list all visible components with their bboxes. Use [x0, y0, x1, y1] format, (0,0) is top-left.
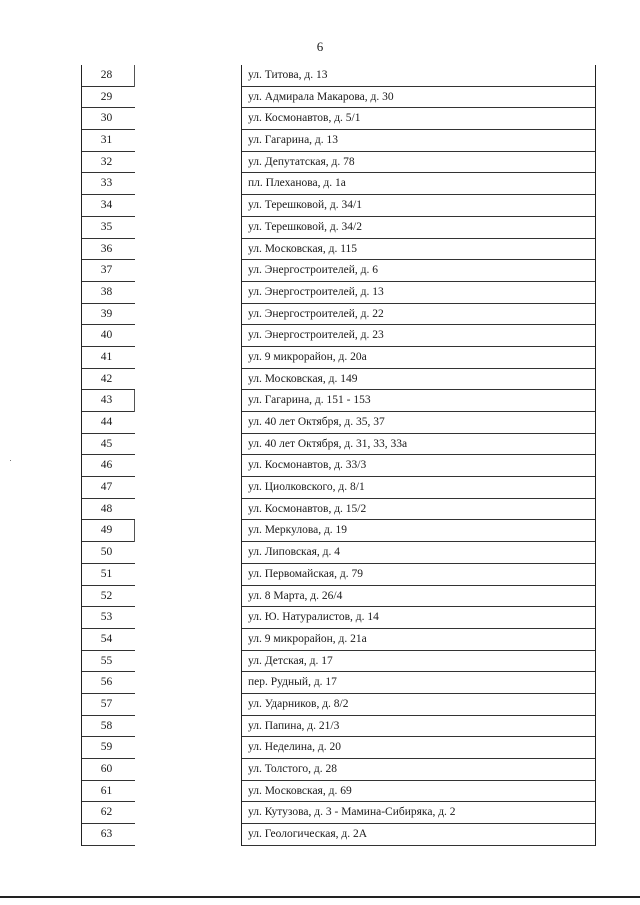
row-number-cell: 34 — [82, 195, 135, 217]
row-number-cell: 28 — [82, 65, 135, 87]
row-number-cell: 48 — [82, 499, 135, 521]
row-number-cell: 53 — [82, 607, 135, 629]
row-number-cell: 57 — [82, 694, 135, 716]
row-number-cell: 49 — [82, 520, 135, 542]
address-cell: ул. Терешковой, д. 34/2 — [242, 217, 595, 239]
address-cell: ул. Адмирала Макарова, д. 30 — [242, 87, 595, 109]
row-number-cell: 46 — [82, 455, 135, 477]
row-number-cell: 56 — [82, 672, 135, 694]
row-number-cell: 60 — [82, 759, 135, 781]
address-cell: ул. Толстого, д. 28 — [242, 759, 595, 781]
row-number-cell: 61 — [82, 781, 135, 803]
address-cell: ул. 40 лет Октября, д. 31, 33, 33а — [242, 434, 595, 456]
address-cell: ул. 8 Марта, д. 26/4 — [242, 586, 595, 608]
address-cell: ул. Титова, д. 13 — [242, 65, 595, 87]
page-bottom-rule — [0, 896, 640, 898]
row-number-cell: 33 — [82, 173, 135, 195]
row-number-cell: 39 — [82, 304, 135, 326]
address-cell: ул. Энергостроителей, д. 22 — [242, 304, 595, 326]
row-number-column — [81, 65, 135, 846]
page-number: 6 — [316, 39, 324, 54]
address-cell: ул. Ю. Натуралистов, д. 14 — [242, 607, 595, 629]
address-column — [241, 65, 596, 846]
address-cell: ул. Папина, д. 21/3 — [242, 716, 595, 738]
row-number-cell: 59 — [82, 737, 135, 759]
scan-artifact-line — [134, 520, 135, 542]
row-number-cell: 41 — [82, 347, 135, 369]
row-number-cell: 55 — [82, 651, 135, 673]
address-cell: ул. Циолковского, д. 8/1 — [242, 477, 595, 499]
row-number-cell: 40 — [82, 325, 135, 347]
row-number-cell: 29 — [82, 87, 135, 109]
address-cell: ул. Геологическая, д. 2А — [242, 824, 595, 846]
address-cell: ул. Гагарина, д. 151 - 153 — [242, 390, 595, 412]
row-number-cell: 36 — [82, 239, 135, 261]
address-cell: ул. Липовская, д. 4 — [242, 542, 595, 564]
row-number-cell: 51 — [82, 564, 135, 586]
address-cell: ул. Депутатская, д. 78 — [242, 152, 595, 174]
row-number-cell: 63 — [82, 824, 135, 846]
scan-artifact-line — [134, 390, 135, 412]
address-cell: ул. Московская, д. 149 — [242, 369, 595, 391]
row-number-cell: 54 — [82, 629, 135, 651]
row-number-cell: 52 — [82, 586, 135, 608]
address-table — [0, 65, 640, 855]
row-number-cell: 62 — [82, 802, 135, 824]
row-number-cell: 35 — [82, 217, 135, 239]
address-cell: ул. Московская, д. 115 — [242, 239, 595, 261]
row-number-cell: 44 — [82, 412, 135, 434]
address-cell: ул. 40 лет Октября, д. 35, 37 — [242, 412, 595, 434]
row-number-cell: 31 — [82, 130, 135, 152]
row-number-cell: 50 — [82, 542, 135, 564]
address-cell: ул. Детская, д. 17 — [242, 651, 595, 673]
row-number-cell: 58 — [82, 716, 135, 738]
address-cell: ул. Неделина, д. 20 — [242, 737, 595, 759]
row-number-cell: 45 — [82, 434, 135, 456]
address-cell: ул. Гагарина, д. 13 — [242, 130, 595, 152]
row-number-cell: 38 — [82, 282, 135, 304]
scan-artifact-line — [134, 65, 135, 87]
address-cell: ул. 9 микрорайон, д. 20а — [242, 347, 595, 369]
row-number-cell: 43 — [82, 390, 135, 412]
row-number-cell: 42 — [82, 369, 135, 391]
address-cell: ул. Энергостроителей, д. 23 — [242, 325, 595, 347]
address-cell: ул. Энергостроителей, д. 6 — [242, 260, 595, 282]
address-cell: ул. Меркулова, д. 19 — [242, 520, 595, 542]
row-number-cell: 37 — [82, 260, 135, 282]
address-cell: пл. Плеханова, д. 1а — [242, 173, 595, 195]
address-cell: пер. Рудный, д. 17 — [242, 672, 595, 694]
row-number-cell: 30 — [82, 108, 135, 130]
address-cell: ул. Первомайская, д. 79 — [242, 564, 595, 586]
row-number-cell: 47 — [82, 477, 135, 499]
address-cell: ул. Кутузова, д. 3 - Мамина-Сибиряка, д. 2 — [242, 802, 595, 824]
address-cell: ул. Космонавтов, д. 5/1 — [242, 108, 595, 130]
address-cell: ул. Ударников, д. 8/2 — [242, 694, 595, 716]
address-cell: ул. 9 микрорайон, д. 21а — [242, 629, 595, 651]
address-cell: ул. Космонавтов, д. 15/2 — [242, 499, 595, 521]
row-number-cell: 32 — [82, 152, 135, 174]
address-cell: ул. Московская, д. 69 — [242, 781, 595, 803]
address-cell: ул. Терешковой, д. 34/1 — [242, 195, 595, 217]
scan-speck — [10, 460, 11, 461]
address-cell: ул. Энергостроителей, д. 13 — [242, 282, 595, 304]
address-cell: ул. Космонавтов, д. 33/3 — [242, 455, 595, 477]
